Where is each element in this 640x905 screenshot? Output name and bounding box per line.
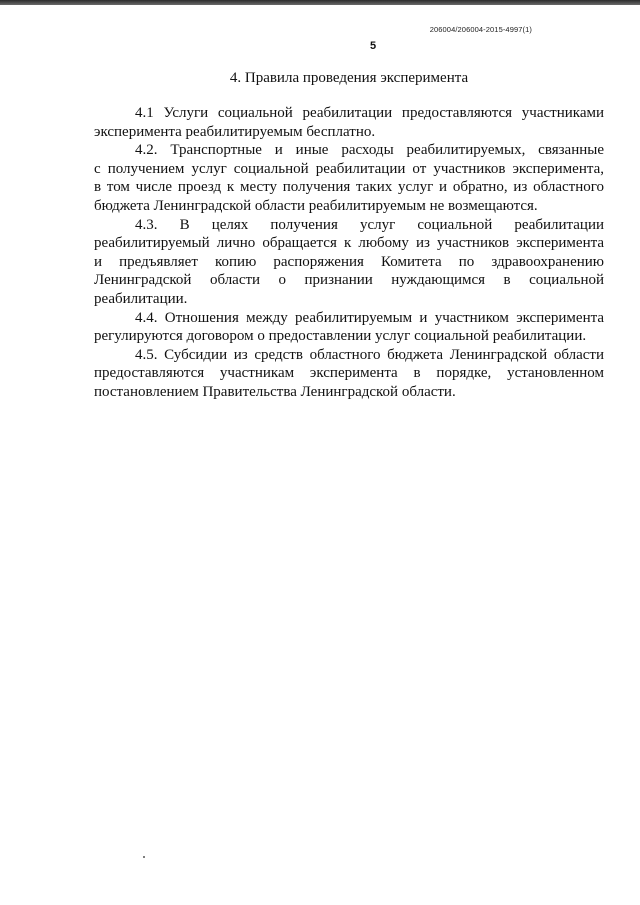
document-id: 206004/206004-2015-4997(1): [429, 25, 532, 34]
text-line: предоставляются участникам эксперимента в порядке, установленном: [94, 365, 604, 382]
scan-artifact-dot: [143, 856, 145, 858]
paragraph-4-1: [94, 104, 604, 141]
text-line: в том числе проезд к месту получения таких услуг и обратно, из областного: [94, 179, 604, 196]
paragraph-4-3: [94, 216, 604, 309]
page-number: 5: [369, 40, 377, 52]
paragraph-4-2: [94, 141, 604, 215]
text-line: 4.4. Отношения между реабилитируемым и участником эксперимента: [135, 309, 604, 326]
text-line: 4.2. Транспортные и иные расходы реабилитируемых, связанные: [135, 142, 604, 159]
text-line: реабилитируемый лично обращается к любому из участников эксперимента: [94, 235, 604, 252]
scan-top-edge: [0, 0, 640, 5]
text-line: регулируются договором о предоставлении услуг социальной реабилитации.: [94, 328, 587, 345]
text-line: с получением услуг социальной реабилитации от участников эксперимента,: [94, 160, 604, 177]
section-heading: 4. Правила проведения эксперимента: [229, 70, 469, 86]
paragraph-4-4: [94, 309, 604, 346]
text-line: 4.3. В целях получения услуг социальной реабилитации: [135, 216, 604, 233]
text-line: постановлением Правительства Ленинградской области.: [94, 383, 456, 400]
text-line: и предъявляет копию распоряжения Комитета по здравоохранению: [94, 253, 604, 270]
paragraph-4-5: [94, 346, 604, 402]
text-line: реабилитации.: [94, 290, 188, 307]
text-line: эксперимента реабилитируемым бесплатно.: [94, 123, 376, 140]
text-line: 4.5. Субсидии из средств областного бюджета Ленинградской области: [135, 346, 604, 363]
text-line: бюджета Ленинградской области реабилитируемым не возмещаются.: [94, 197, 538, 214]
text-line: Ленинградской области о признании нуждающимся в социальной: [94, 272, 604, 289]
text-line: 4.1 Услуги социальной реабилитации предоставляются участниками: [135, 105, 604, 121]
body-text: [94, 104, 604, 402]
